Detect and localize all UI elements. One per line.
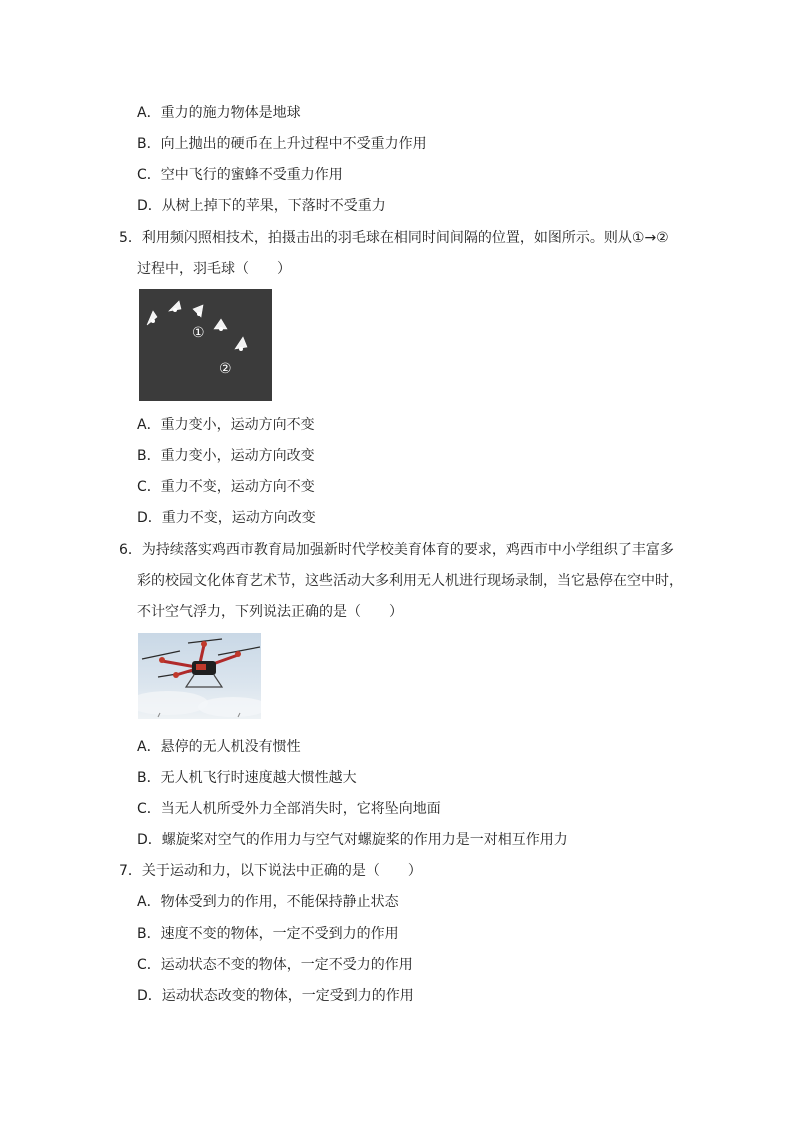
q7-option-c: C．运动状态不变的物体，一定不受力的作用 <box>137 957 413 973</box>
q4-option-b: B．向上抛出的硬币在上升过程中不受重力作用 <box>137 136 427 152</box>
q7-stem-line1: 7．关于运动和力，以下说法中正确的是（ ） <box>119 863 422 879</box>
q5-option-b: B．重力变小，运动方向改变 <box>137 448 315 464</box>
shuttlecock-figure-graphic <box>139 289 272 401</box>
q5-stem-line1: 5．利用频闪照相技术，拍摄击出的羽毛球在相同时间间隔的位置，如图所示。则从①→② <box>119 230 669 246</box>
figure-label-1: ① <box>192 325 205 341</box>
q4-option-d: D．从树上掉下的苹果，下落时不受重力 <box>137 198 386 214</box>
q6-stem-line2: 彩的校园文化体育艺术节，这些活动大多利用无人机进行现场录制，当它悬停在空中时， <box>137 573 683 589</box>
q4-option-a: A．重力的施力物体是地球 <box>137 105 301 121</box>
shuttlecock-stroboscopic-figure <box>139 289 272 401</box>
q6-option-a: A．悬停的无人机没有惯性 <box>137 739 301 755</box>
q6-stem-line3: 不计空气浮力，下列说法正确的是（ ） <box>137 604 403 620</box>
figure-label-2: ② <box>219 361 232 377</box>
q6-stem-line1: 6．为持续落实鸡西市教育局加强新时代学校美育体育的要求，鸡西市中小学组织了丰富多 <box>119 542 674 558</box>
q5-option-d: D．重力不变，运动方向改变 <box>137 510 316 526</box>
q6-option-d: D．螺旋桨对空气的作用力与空气对螺旋桨的作用力是一对相互作用力 <box>137 832 568 848</box>
q6-option-b: B．无人机飞行时速度越大惯性越大 <box>137 770 357 786</box>
q5-option-c: C．重力不变，运动方向不变 <box>137 479 315 495</box>
q7-option-b: B．速度不变的物体，一定不受到力的作用 <box>137 926 399 942</box>
q7-option-a: A．物体受到力的作用，不能保持静止状态 <box>137 894 399 910</box>
drone-photo <box>138 633 261 719</box>
q6-option-c: C．当无人机所受外力全部消失时，它将坠向地面 <box>137 801 441 817</box>
q5-stem-line2: 过程中，羽毛球（ ） <box>137 261 291 277</box>
q4-option-c: C．空中飞行的蜜蜂不受重力作用 <box>137 167 343 183</box>
q5-option-a: A．重力变小，运动方向不变 <box>137 417 315 433</box>
shuttlecock-mark <box>147 311 157 325</box>
q7-option-d: D．运动状态改变的物体，一定受到力的作用 <box>137 988 414 1004</box>
drone-photo-graphic <box>138 633 261 719</box>
